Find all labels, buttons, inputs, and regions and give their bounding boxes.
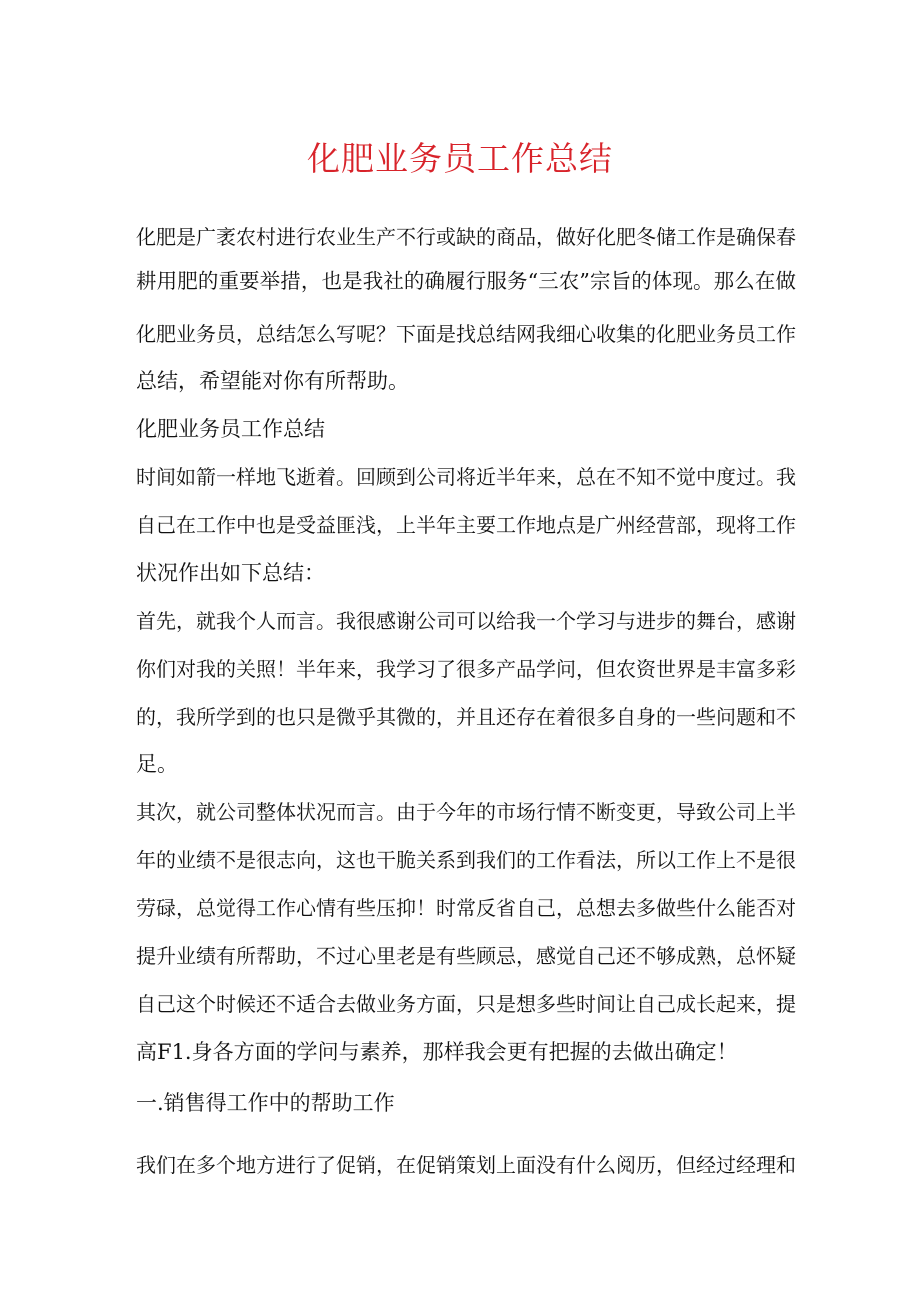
text-line-10: 你们对我的关照！半年来，我学习了很多产品学问，但农资世界是丰富多彩 xyxy=(136,657,796,681)
text-line-8: 状况作出如下总结： xyxy=(136,561,325,585)
text-line-16: 提升业绩有所帮助，不过心里老是有些顾忌，感觉自己还不够成熟，总怀疑 xyxy=(136,944,796,968)
text-line-18: 高F1.身各方面的学问与素养，那样我会更有把握的去做出确定！ xyxy=(136,1040,738,1064)
text-line-7: 自己在工作中也是受益匪浅，上半年主要工作地点是广州经营部，现将工作 xyxy=(136,513,796,537)
subsection-heading: 一.销售得工作中的帮助工作 xyxy=(136,1091,395,1115)
text-line-13: 其次，就公司整体状况而言。由于今年的市场行情不断变更，导致公司上半 xyxy=(136,800,796,824)
document-title: 化肥业务员工作总结 xyxy=(307,139,613,178)
text-line-12: 足。 xyxy=(136,752,178,776)
text-line-11: 的，我所学到的也只是微乎其微的，并且还存在着很多自身的一些问题和不 xyxy=(136,705,796,729)
section-heading: 化肥业务员工作总结 xyxy=(136,417,325,441)
text-line-9: 首先，就我个人而言。我很感谢公司可以给我一个学习与进步的舞台，感谢 xyxy=(136,609,796,633)
text-line-17: 自己这个时候还不适合去做业务方面，只是想多些时间让自己成长起来，提 xyxy=(136,992,796,1016)
text-line-15: 劳碌，总觉得工作心情有些压抑！时常反省自己，总想去多做些什么能否对 xyxy=(136,896,796,920)
text-line-2: 耕用肥的重要举措，也是我社的确履行服务“三农”宗旨的体现。那么在做 xyxy=(136,269,796,293)
text-line-20: 我们在多个地方进行了促销，在促销策划上面没有什么阅历，但经过经理和 xyxy=(136,1153,796,1177)
text-line-1: 化肥是广袤农村进行农业生产不行或缺的商品，做好化肥冬储工作是确保春 xyxy=(136,225,796,249)
text-line-3: 化肥业务员，总结怎么写呢？下面是找总结网我细心收集的化肥业务员工作 xyxy=(136,322,796,346)
text-line-6: 时间如箭一样地飞逝着。回顾到公司将近半年来，总在不知不觉中度过。我 xyxy=(136,465,796,489)
text-line-4: 总结，希望能对你有所帮助。 xyxy=(136,369,409,393)
text-line-14: 年的业绩不是很志向，这也干脆关系到我们的工作看法，所以工作上不是很 xyxy=(136,848,796,872)
